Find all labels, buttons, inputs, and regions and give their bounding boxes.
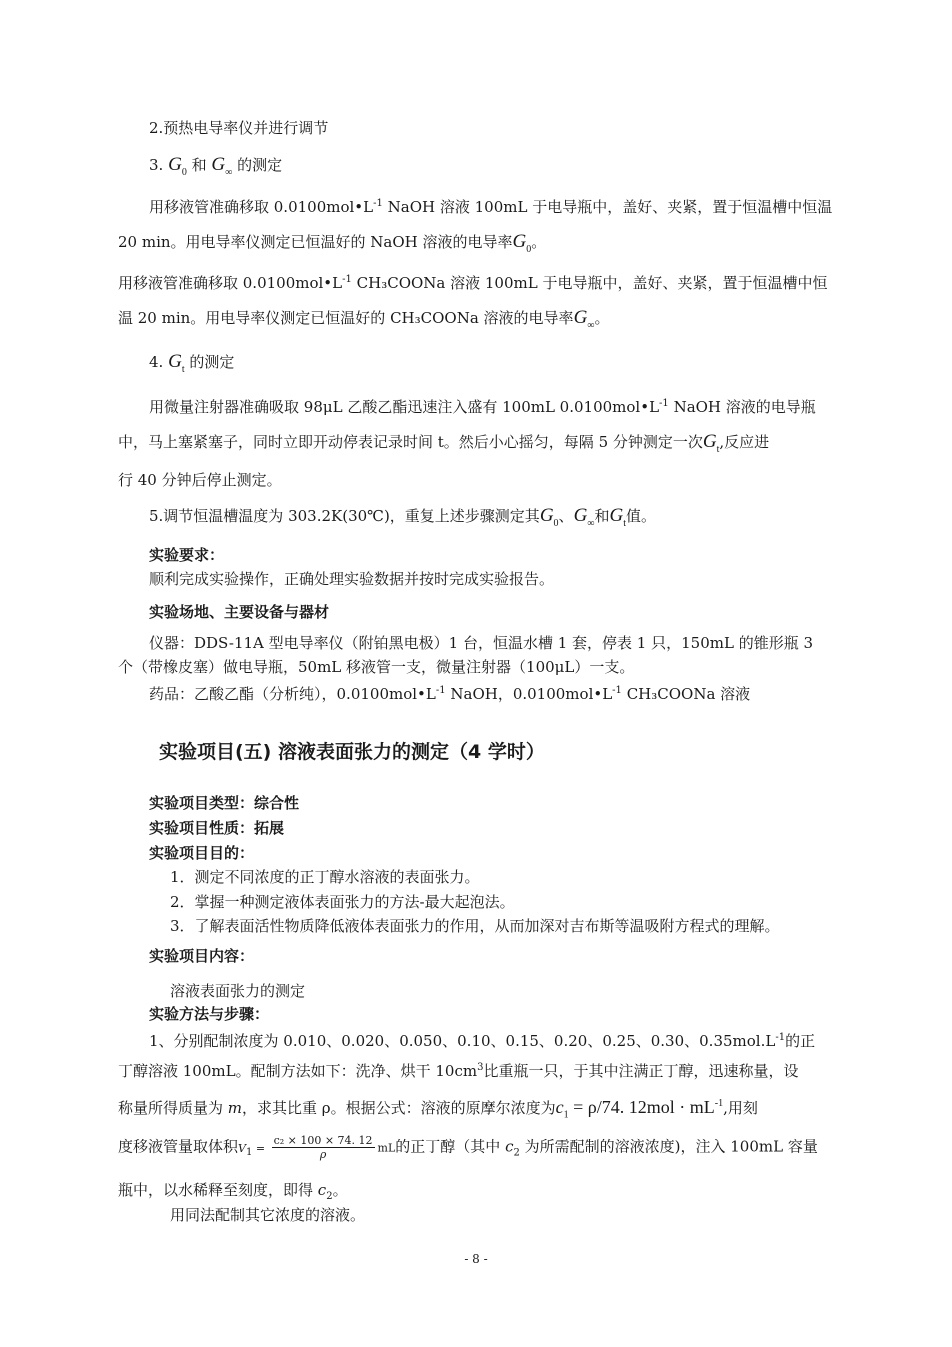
page-number: - 8 - [464, 1252, 488, 1266]
method-line-2: 丁醇溶液 100mL。配制方法如下：洗净、烘干 $10cm^3$比重瓶一只，于其中注满正丁醇，迅速称量，设 [118, 1062, 799, 1080]
step-2: 2.预热电导率仪并进行调节 [149, 119, 329, 137]
project-nature: 实验项目性质：拓展 [149, 819, 285, 837]
equipment-line-1: 仪器：DDS-11A 型电导率仪（附铂黑电极）1 台，恒温水槽 1 套，停表 1 只，150mL 的锥形瓶 3 [149, 634, 814, 652]
step-4-line-2: 中，马上塞紧塞子，同时立即开动停表记录时间 t。然后小心摇匀，每隔 5 分钟测定一次$G_t$,反应进 [118, 431, 770, 455]
method-line-6: 用同法配制其它浓度的溶液。 [170, 1206, 366, 1224]
volume-fraction: $\frac{\text{c₂ × 100 × 74. 12}}{\rho}$ [273, 1134, 373, 1161]
step-4-line-3: 行 40 分钟后停止测定。 [118, 471, 282, 489]
symbol-g0: $G_0$ [168, 154, 187, 178]
requirements-label: 实验要求： [149, 546, 225, 564]
step-5: 5.调节恒温槽温度为 303.2K(30℃)，重复上述步骤测定其$G_0$、$G_\infty$和$G_t$值。 [149, 505, 656, 529]
site-equipment-label: 实验场地、主要设备与器材 [149, 603, 330, 621]
step-4-line-1: 用微量注射器准确吸取 98μL 乙酸乙酯迅速注入盛有 100mL $0.0100mol•L^{-1}$ NaOH 溶液的电导瓶 [149, 398, 816, 416]
purpose-item-2: 2．掌握一种测定液体表面张力的方法-最大起泡法。 [170, 893, 515, 911]
equipment-line-2: 个（带橡皮塞）做电导瓶，50mL 移液管一支，微量注射器（100μL）一支。 [118, 658, 635, 676]
content-label: 实验项目内容： [149, 947, 255, 965]
requirements-text: 顺利完成实验操作，正确处理实验数据并按时完成实验报告。 [149, 570, 555, 588]
symbol-ginf: $G_\infty$ [211, 154, 233, 178]
method-line-4: 度移液管量取体积$V_1$ = $\frac{\text{c₂ × 100 × 74. 12}}{\rho}$ mL的正丁醇（其中 $c_2$ 为所需配制的溶液浓度)，注入 100mL 容量 [118, 1134, 818, 1161]
step-3-para-1-line-2: 20 min。用电导率仪测定已恒温好的 NaOH 溶液的电导率$G_0$。 [118, 231, 547, 255]
method-line-1: 1、分别配制浓度为 0.010、0.020、0.050、0.10、0.15、0.20、0.25、0.30、$0.35mol.L^{-1}$的正 [149, 1032, 816, 1050]
symbol-gt: $G_t$ [168, 351, 185, 375]
purpose-label: 实验项目目的： [149, 844, 255, 862]
purpose-item-3: 3．了解表面活性物质降低液体表面张力的作用，从而加深对吉布斯等温吸附方程式的理解。 [170, 917, 780, 935]
method-label: 实验方法与步骤： [149, 1005, 270, 1023]
step-3-para-2-line-2: 温 20 min。用电导率仪测定已恒温好的 CH₃COONa 溶液的电导率$G_\infty$。 [118, 307, 610, 331]
molar-concentration-formula: $c_1 = \rho/74$. $12mol \cdot mL^{-1}$ [555, 1097, 724, 1121]
method-line-3: 称量所得质量为 m，求其比重 ρ。根据公式：溶液的原摩尔浓度为$c_1 = \rho/74$. $12mol \cdot mL^{-1}$,用刻 [118, 1097, 758, 1121]
section-title-5: 实验项目(五) 溶液表面张力的测定（4 学时） [159, 741, 545, 763]
method-line-5: 瓶中，以水稀释至刻度，即得 $c_2$。 [118, 1181, 348, 1202]
content-text: 溶液表面张力的测定 [170, 982, 306, 1000]
step-3-para-1-line-1: 用移液管准确移取 $0.0100mol•L^{-1}$ NaOH 溶液 100mL 于电导瓶中，盖好、夹紧，置于恒温槽中恒温 [149, 198, 833, 216]
step-4-heading: 4. $G_t$ 的测定 [149, 351, 235, 375]
step-3-para-2-line-1: 用移液管准确移取 $0.0100mol•L^{-1}$ CH₃COONa 溶液 100mL 于电导瓶中，盖好、夹紧，置于恒温槽中恒 [118, 274, 828, 292]
purpose-item-1: 1．测定不同浓度的正丁醇水溶液的表面张力。 [170, 868, 480, 886]
reagents-line: 药品：乙酸乙酯（分析纯），$0.0100mol•L^{-1}$ NaOH，$0.0100mol•L^{-1}$ CH₃COONa 溶液 [149, 685, 751, 703]
step-3-heading: 3. $G_0$ 和 $G_\infty$ 的测定 [149, 154, 283, 178]
volume-formula: $V_1$ = [238, 1141, 269, 1158]
project-type: 实验项目类型：综合性 [149, 794, 300, 812]
